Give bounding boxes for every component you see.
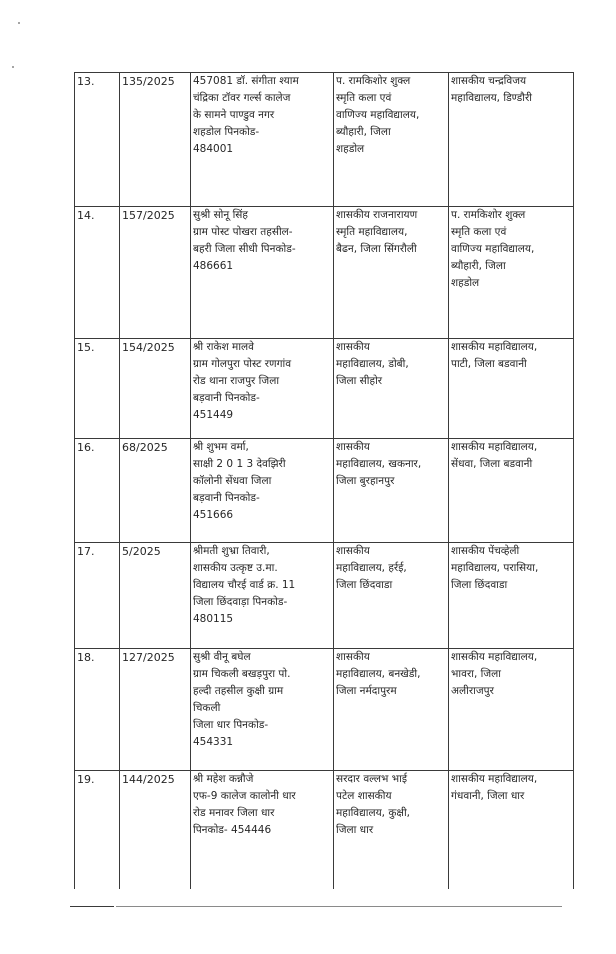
serial-number-cell [75, 771, 120, 889]
applicant-line: चंद्रिका टॉवर गर्ल्स कालेज [193, 92, 291, 104]
current-institution-line: जिला धार [336, 824, 374, 836]
applicant-line: 454331 [193, 736, 234, 748]
scan-speck [12, 66, 14, 68]
requested-institution-line: अलीराजपुर [451, 685, 494, 697]
applicant-line: 486661 [193, 260, 234, 272]
current-institution-line: शहडोल [336, 143, 365, 155]
current-institution-line: महाविद्यालय, हर्रई, [336, 562, 407, 574]
applicant-line: जिला धार पिनकोड- [193, 719, 269, 731]
case-number-cell [120, 73, 191, 207]
case-number-cell [120, 649, 191, 771]
serial-number: 17. [77, 545, 95, 558]
current-institution-line: शासकीय राजनारायण [336, 209, 418, 221]
serial-number-cell [75, 439, 120, 543]
applicant-line: 484001 [193, 143, 234, 155]
applicant-cell [191, 771, 334, 889]
current-institution-line: ब्यौहारी, जिला [336, 126, 391, 138]
current-institution-line: महाविद्यालय, कुक्षी, [336, 807, 410, 819]
applicant-cell [191, 73, 334, 207]
applicant-line: 480115 [193, 613, 234, 625]
table-row [75, 439, 574, 543]
applicant-line: एफ-9 कालेज कालोनी धार [193, 790, 296, 802]
requested-institution-cell [449, 207, 574, 339]
applicant-line: जिला छिंदवाड़ा पिनकोड- [193, 596, 288, 608]
table-row [75, 207, 574, 339]
table-row [75, 339, 574, 439]
requested-institution-cell [449, 543, 574, 649]
serial-number-cell [75, 649, 120, 771]
applicant-line: श्रीमती शुभ्रा तिवारी, [193, 545, 270, 557]
applicant-line: सुश्री वीनू बघेल [193, 651, 251, 663]
current-institution-cell [334, 771, 449, 889]
serial-number: 15. [77, 341, 95, 354]
table-bottom-edge [70, 906, 114, 907]
current-institution-line: महाविद्यालय, बनखेडी, [336, 668, 421, 680]
serial-number-cell [75, 73, 120, 207]
requested-institution-line: शासकीय महाविद्यालय, [451, 651, 538, 663]
applicant-line: रोड थाना राजपुर जिला [193, 375, 280, 387]
applicant-line: शहडोल पिनकोड- [193, 126, 260, 138]
current-institution-line: जिला सीहोर [336, 375, 383, 387]
serial-number-cell [75, 339, 120, 439]
applicant-line: विद्यालय चौरई वार्ड क्र. 11 [193, 579, 296, 591]
requested-institution-line: शासकीय पेंचव्हेली [451, 545, 520, 557]
requested-institution-line: प. रामकिशोर शुक्ल [451, 209, 526, 221]
applicant-line: बहरी जिला सीधी पिनकोड- [193, 243, 296, 255]
table-row [75, 543, 574, 649]
applicant-line: ग्राम चिकली बखड़पुरा पो. [193, 668, 291, 680]
case-number: 127/2025 [122, 651, 175, 664]
applicant-line: श्री महेश कन्नौजे [193, 773, 254, 785]
serial-number-cell [75, 543, 120, 649]
case-number-cell [120, 771, 191, 889]
serial-number: 14. [77, 209, 95, 222]
current-institution-line: महाविद्यालय, डोबी, [336, 358, 409, 370]
requested-institution-cell [449, 339, 574, 439]
case-number-cell [120, 543, 191, 649]
current-institution-line: जिला नर्मदापुरम [336, 685, 397, 697]
current-institution-line: जिला बुरहानपुर [336, 475, 395, 487]
applicant-line: श्री राकेश मालवे [193, 341, 255, 353]
applicant-line: कॉलोनी सेंधवा जिला [193, 475, 272, 487]
requested-institution-line: सेंधवा, जिला बडवानी [451, 458, 533, 470]
current-institution-line: शासकीय [336, 341, 370, 353]
current-institution-line: स्मृति कला एवं [336, 92, 392, 104]
case-number: 135/2025 [122, 75, 175, 88]
requested-institution-line: महाविद्यालय, परासिया, [451, 562, 539, 574]
current-institution-line: महाविद्यालय, खकनार, [336, 458, 422, 470]
requested-institution-line: पाटी, जिला बडवानी [451, 358, 527, 370]
applicant-cell [191, 543, 334, 649]
current-institution-line: वाणिज्य महाविद्यालय, [336, 109, 420, 121]
table-bottom-edge-faint [116, 906, 562, 907]
requested-institution-line: शासकीय महाविद्यालय, [451, 773, 538, 785]
current-institution-cell [334, 439, 449, 543]
current-institution-line: पटेल शासकीय [336, 790, 392, 802]
current-institution-line: शासकीय [336, 651, 370, 663]
requested-institution-line: स्मृति कला एवं [451, 226, 507, 238]
requested-institution-line: शासकीय महाविद्यालय, [451, 341, 538, 353]
requested-institution-line: भावरा, जिला [451, 668, 501, 680]
applicant-cell [191, 207, 334, 339]
applicant-line: श्री शुभम वर्मा, [193, 441, 249, 453]
case-number: 157/2025 [122, 209, 175, 222]
serial-number: 13. [77, 75, 95, 88]
current-institution-cell [334, 73, 449, 207]
current-institution-line: प. रामकिशोर शुक्ल [336, 75, 411, 87]
requested-institution-line: जिला छिंदवाडा [451, 579, 508, 591]
case-number: 68/2025 [122, 441, 168, 454]
serial-number: 19. [77, 773, 95, 786]
applicant-line: हल्दी तहसील कुक्षी ग्राम [193, 685, 284, 697]
applicant-line: बड़वानी पिनकोड- [193, 492, 260, 504]
applicant-line: साक्षी 2 0 1 3 देवझिरी [193, 458, 286, 470]
applicant-line: रोड मनावर जिला धार [193, 807, 275, 819]
current-institution-line: बैढन, जिला सिंगरौली [336, 243, 417, 255]
applicant-line: के सामने पाण्डुव नगर [193, 109, 275, 121]
applicant-cell [191, 649, 334, 771]
requested-institution-line: शासकीय महाविद्यालय, [451, 441, 538, 453]
current-institution-line: जिला छिंदवाडा [336, 579, 393, 591]
requested-institution-line: शहडोल [451, 277, 480, 289]
requested-institution-cell [449, 649, 574, 771]
requested-institution-line: गंधवानी, जिला धार [451, 790, 525, 802]
current-institution-line: शासकीय [336, 441, 370, 453]
transfer-table [74, 72, 574, 889]
applicant-line: 451449 [193, 409, 234, 421]
requested-institution-cell [449, 73, 574, 207]
serial-number: 16. [77, 441, 95, 454]
serial-number: 18. [77, 651, 95, 664]
applicant-line: 457081 डॉ. संगीता श्याम [193, 75, 299, 87]
applicant-line: चिकली [193, 702, 221, 714]
current-institution-line: सरदार वल्लभ भाई [336, 773, 407, 785]
requested-institution-line: वाणिज्य महाविद्यालय, [451, 243, 535, 255]
case-number: 144/2025 [122, 773, 175, 786]
case-number-cell [120, 207, 191, 339]
requested-institution-line: शासकीय चन्द्रविजय [451, 75, 527, 87]
current-institution-cell [334, 543, 449, 649]
case-number-cell [120, 439, 191, 543]
applicant-cell [191, 439, 334, 543]
requested-institution-line: महाविद्यालय, डिण्डौरी [451, 92, 533, 104]
applicant-cell [191, 339, 334, 439]
applicant-line: 451666 [193, 509, 234, 521]
applicant-line: शासकीय उत्कृष्ट उ.मा. [193, 562, 278, 574]
requested-institution-line: ब्यौहारी, जिला [451, 260, 506, 272]
applicant-line: बड़वानी पिनकोड- [193, 392, 260, 404]
requested-institution-cell [449, 439, 574, 543]
serial-number-cell [75, 207, 120, 339]
case-number-cell [120, 339, 191, 439]
requested-institution-cell [449, 771, 574, 889]
table-row [75, 771, 574, 889]
current-institution-line: शासकीय [336, 545, 370, 557]
transfer-table-body [75, 73, 574, 889]
table-row [75, 649, 574, 771]
applicant-line: ग्राम गोलपुरा पोस्ट रणगांव [193, 358, 292, 370]
applicant-line: ग्राम पोस्ट पोखरा तहसील- [193, 226, 293, 238]
current-institution-cell [334, 339, 449, 439]
case-number: 154/2025 [122, 341, 175, 354]
table-row [75, 73, 574, 207]
current-institution-cell [334, 649, 449, 771]
scan-speck [18, 22, 20, 24]
case-number: 5/2025 [122, 545, 161, 558]
current-institution-line: स्मृति महाविद्यालय, [336, 226, 408, 238]
applicant-line: पिनकोड- 454446 [193, 824, 272, 836]
current-institution-cell [334, 207, 449, 339]
applicant-line: सुश्री सोनू सिंह [193, 209, 248, 221]
